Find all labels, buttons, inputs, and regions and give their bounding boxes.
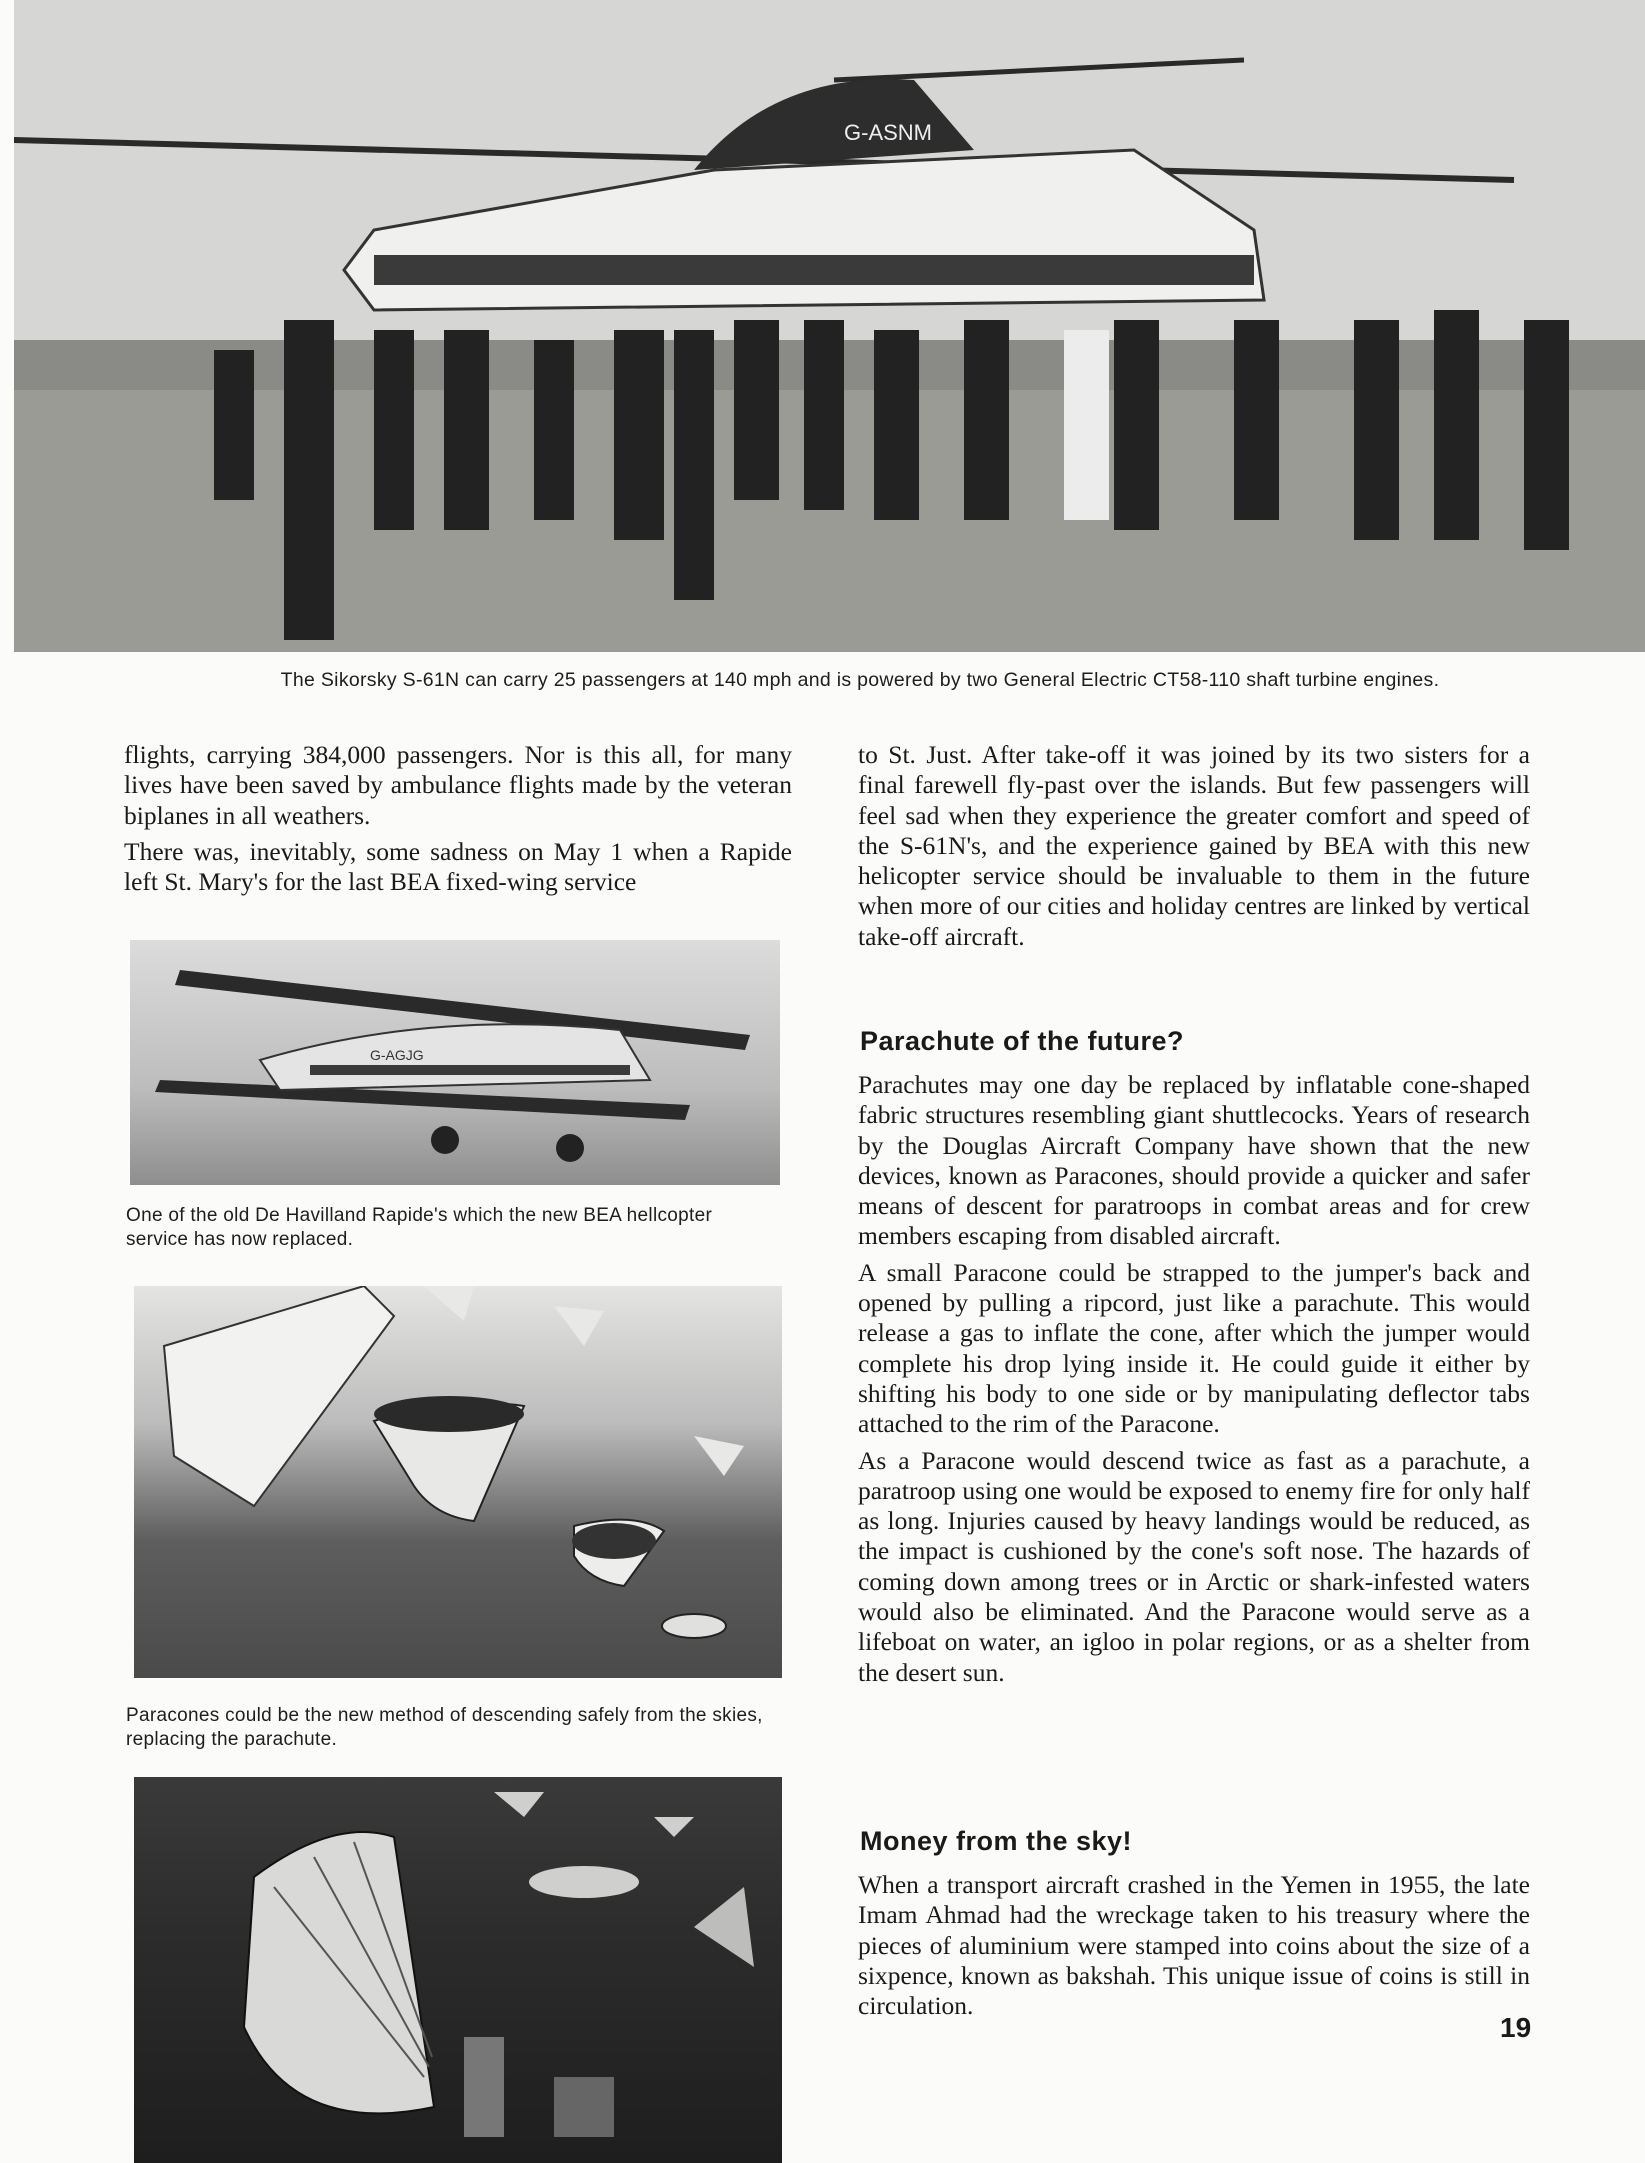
left-column-text	[124, 740, 792, 903]
paracones-caption: Paracones could be the new method of descending safely from the skies, replacing the parachute.	[126, 1705, 763, 1750]
money-heading: Money from the sky!	[860, 1826, 1133, 1856]
rapide-registration: G-AGJG	[370, 1047, 424, 1063]
money-section-text	[858, 1870, 1530, 2027]
rapide-caption: One of the old De Havilland Rapide's which the new BEA hellcopter service has now replaced.	[126, 1205, 713, 1250]
left-paragraph-1: flights, carrying 384,000 passengers. Nor is this all, for many lives have been saved by ambulance flights made by the veteran biplanes in all weathers.	[124, 740, 792, 830]
helicopter-photo	[14, 0, 1645, 652]
right-column-intro	[858, 740, 1530, 958]
paracones-aerial-illustration	[134, 1286, 782, 1678]
money-paragraph-1: When a transport aircraft crashed in the Yemen in 1955, the late Imam Ahmad had the wreckage taken to his treasury where the pieces of aluminium were stamped into coins about the size of a sixpence, known as bakshah. This unique issue of coins is still in circulation.	[858, 1870, 1530, 2021]
rapide-photo	[130, 940, 780, 1185]
parachute-heading: Parachute of the future?	[860, 1026, 1185, 1056]
page-number: 19	[1500, 2012, 1532, 2043]
helicopter-caption: The Sikorsky S-61N can carry 25 passengers at 140 mph and is powered by two General Electric CT58-110 shaft turbine engines.	[280, 669, 1440, 691]
parachute-paragraph-1: Parachutes may one day be replaced by inflatable cone-shaped fabric structures resembling giant shuttlecocks. Years of research by the Douglas Aircraft Company have shown that the new devices, known as Paracones, should provide a quicker and safer means of descent for paratroops in combat areas and for crew members escaping from disabled aircraft.	[858, 1070, 1530, 1251]
parachute-paragraph-3: As a Paracone would descend twice as fast as a parachute, a paratroop using one would be exposed to enemy fire for only half as long. Injuries caused by heavy landings would be reduced, as the impact is cushioned by the cone's soft nose. The hazards of coming down among trees or in Arctic or shark-infested waters would also be eliminated. And the Paracone would serve as a lifeboat on water, an igloo in polar regions, or as a shelter from the desert sun.	[858, 1445, 1530, 1687]
parachute-paragraph-2: A small Paracone could be strapped to the jumper's back and opened by pulling a ripcord, just like a parachute. This would release a gas to inflate the cone, after which the jumper would complete his drop lying inside it. He could guide it either by shifting his body to one side or by manipulating deflector tabs attached to the rim of the Paracone.	[858, 1257, 1530, 1439]
helicopter-registration: G-ASNM	[844, 120, 932, 145]
paracones-ground-illustration	[134, 1777, 782, 2163]
left-paragraph-2: There was, inevitably, some sadness on May 1 when a Rapide left St. Mary's for the last BEA fixed-wing service	[124, 836, 792, 897]
parachute-section-text	[858, 1070, 1530, 1694]
right-paragraph-1: to St. Just. After take-off it was joined by its two sisters for a final farewell fly-past over the islands. But few passengers will feel sad when they experience the greater comfort and speed of the S-61N's, and the experience gained by BEA with this new helicopter service should be invaluable to them in the future when more of our cities and holiday centres are linked by vertical take-off aircraft.	[858, 740, 1530, 951]
